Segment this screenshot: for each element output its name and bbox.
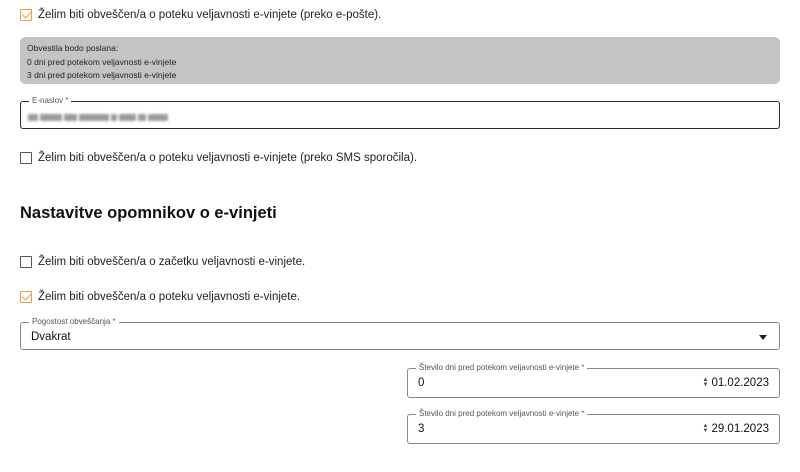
days-before-label: Število dni pred potekom veljavnosti e-vinjete * <box>416 409 587 418</box>
notification-summary <box>20 37 780 84</box>
days-before-field[interactable] <box>407 363 780 398</box>
spinner-icon[interactable]: ▲ ▼ <box>702 377 709 388</box>
days-before-value: 0 <box>418 377 425 389</box>
notification-summary-line: 3 dni pred potekom veljavnosti e-vinjete <box>27 70 177 80</box>
days-before-label: Število dni pred potekom veljavnosti e-vinjete * <box>416 363 587 372</box>
expiry-reminder-date: 29.01.2023 <box>711 423 769 435</box>
start-notify-option[interactable] <box>20 256 305 268</box>
notification-summary-title: Obvestila bodo poslana: <box>27 43 119 53</box>
expiry-reminder-date: 01.02.2023 <box>711 377 769 389</box>
email-notify-option[interactable] <box>20 9 381 21</box>
frequency-value: Dvakrat <box>31 331 71 343</box>
expiry-notify-option[interactable] <box>20 291 300 303</box>
start-notify-checkbox[interactable] <box>20 256 32 268</box>
days-before-spinner[interactable] <box>702 377 769 389</box>
notification-summary-line: 0 dni pred potekom veljavnosti e-vinjete <box>27 56 177 67</box>
caret-down-icon[interactable] <box>759 335 767 340</box>
spinner-icon[interactable]: ▲ ▼ <box>702 423 709 434</box>
start-notify-label: Želim biti obveščen/a o začetku veljavnosti e-vinjete. <box>38 256 306 268</box>
expiry-notify-checkbox[interactable] <box>20 291 32 303</box>
days-before-spinner[interactable] <box>702 423 769 435</box>
email-field-label: E-naslov * <box>29 96 71 105</box>
sms-notify-option[interactable] <box>20 152 417 164</box>
email-value-redacted <box>28 114 168 121</box>
frequency-select[interactable] <box>20 317 780 350</box>
email-notify-label: Želim biti obveščen/a o poteku veljavnosti e-vinjete (preko e-pošte). <box>38 9 382 21</box>
sms-notify-checkbox[interactable] <box>20 152 32 164</box>
reminders-heading: Nastavitve opomnikov o e-vinjeti <box>20 204 277 222</box>
days-before-value: 3 <box>418 423 425 435</box>
sms-notify-label: Želim biti obveščen/a o poteku veljavnosti e-vinjete (preko SMS sporočila). <box>38 152 418 164</box>
frequency-label: Pogostost obveščanja * <box>29 317 119 326</box>
email-notify-checkbox[interactable] <box>20 9 32 21</box>
expiry-notify-label: Želim biti obveščen/a o poteku veljavnosti e-vinjete. <box>38 291 301 303</box>
days-before-field[interactable] <box>407 409 780 444</box>
